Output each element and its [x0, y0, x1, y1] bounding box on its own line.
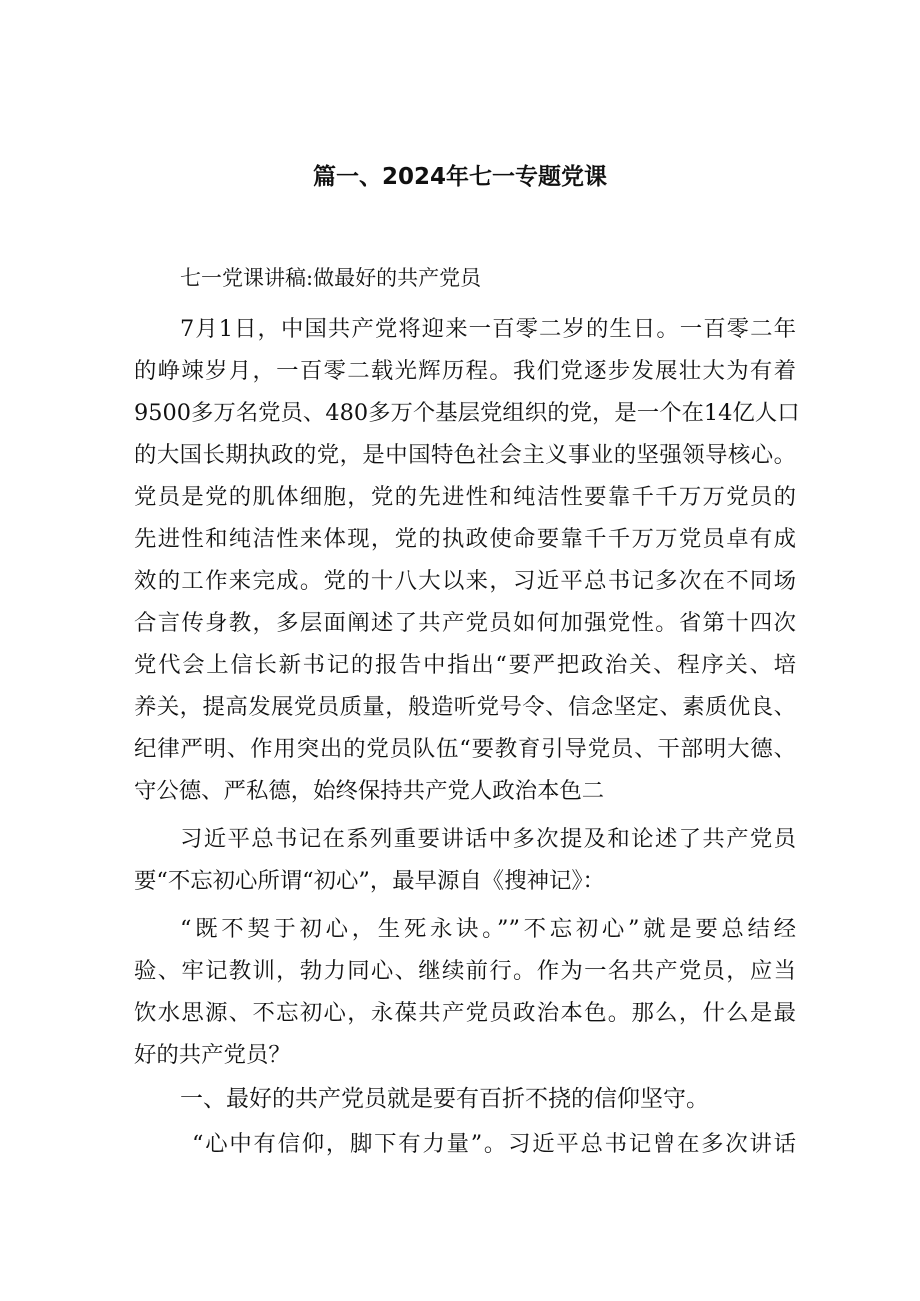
section-heading: 一、最好的共产党员就是要有百折不挠的信仰坚守。: [180, 1086, 709, 1112]
paragraph-line: 效的工作来完成。党的十八大以来，习近平总书记多次在不同场: [134, 568, 796, 594]
paragraph-line: “心中有信仰，脚下有力量”。习近平总书记曾在多次讲话: [192, 1131, 796, 1157]
paragraph-line: 验、牢记教训，勃力同心、继续前行。作为一名共产党员，应当: [134, 958, 796, 984]
document-subtitle: 七一党课讲稿:做最好的共产党员: [180, 266, 482, 290]
paragraph-line: 合言传身教，多层面阐述了共产党员如何加强党性。省第十四次: [134, 610, 796, 636]
paragraph-line: 饮水思源、不忘初心，永葆共产党员政治本色。那么，什么是最: [134, 1000, 796, 1026]
paragraph-line: 守公德、严私德，始终保持共产党人政治本色二: [134, 778, 605, 804]
paragraph-line: 养关，提高发展党员质量，般造听党号令、信念坚定、素质优良、: [134, 694, 796, 720]
paragraph-line: 9500多万名党员、480多万个基层党组织的党，是一个在14亿人口: [134, 400, 800, 426]
paragraph-line: 好的共产党员？: [134, 1042, 291, 1068]
paragraph-line: 的大国长期执政的党，是中国特色社会主义事业的坚强领导核心。: [134, 442, 796, 468]
paragraph-line: 党员是党的肌体细胞，党的先进性和纯洁性要靠千千万万党员的: [134, 484, 796, 510]
paragraph-line: 纪律严明、作用突出的党员队伍“要教育引导党员、干部明大德、: [134, 736, 796, 762]
paragraph-line: 党代会上信长新书记的报告中指出“要严把政治关、程序关、培: [134, 652, 796, 678]
paragraph-line: 的峥竦岁月，一百零二载光辉历程。我们党逐步发展壮大为有着: [134, 358, 796, 384]
paragraph-line: 7月1日，中国共产党将迎来一百零二岁的生日。一百零二年: [180, 316, 796, 342]
paragraph-line: 要“不忘初心所谓“初心”，最早源自《搜神记》：: [134, 868, 605, 894]
paragraph-line: “既不契于初心，生死永诀。””不忘初心”就是要总结经: [180, 916, 796, 942]
paragraph-line: 先进性和纯洁性来体现，党的执政使命要靠千千万万党员卓有成: [134, 526, 796, 552]
document-title: 篇一、2024年七一专题党课: [312, 164, 607, 190]
paragraph-line: 习近平总书记在系列重要讲话中多次提及和论述了共产党员: [180, 826, 796, 852]
